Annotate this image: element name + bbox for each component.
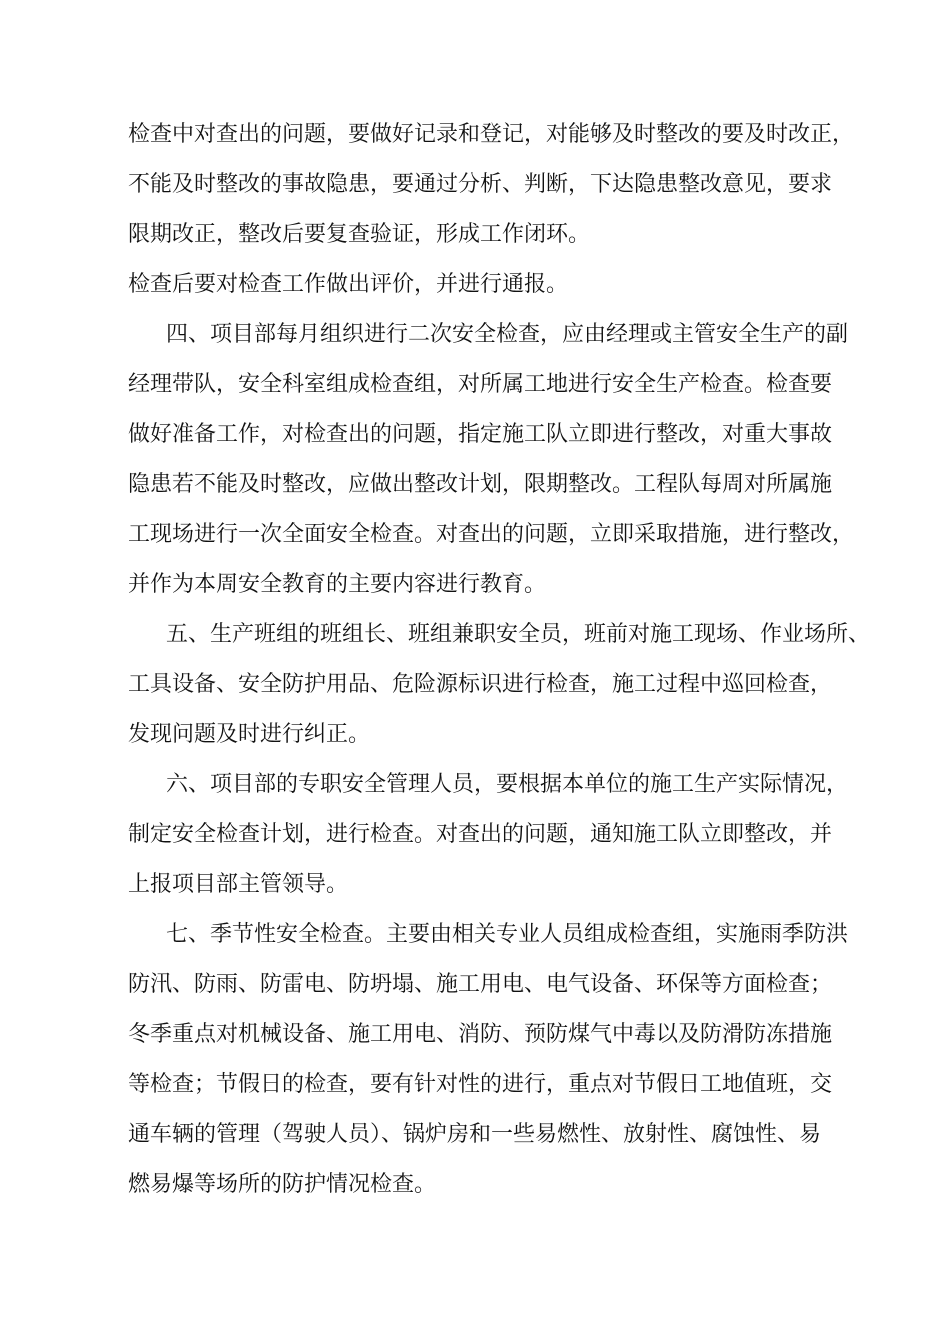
paragraph-item-seven (128, 910, 858, 1210)
text-line: 限期改正，整改后要复查验证，形成工作闭环。 (128, 222, 591, 247)
text-line: 工具设备、安全防护用品、危险源标识进行检查，施工过程中巡回检查， (128, 672, 833, 697)
text-line: 燃易爆等场所的防护情况检查。 (128, 1172, 437, 1197)
text-line: 防汛、防雨、防雷电、防坍塌、施工用电、电气设备、环保等方面检查； (128, 972, 833, 997)
text-line: 发现问题及时进行纠正。 (128, 722, 371, 747)
text-line: 上报项目部主管领导。 (128, 872, 349, 897)
paragraph-item-five (128, 610, 871, 760)
text-line: 通车辆的管理（驾驶人员）、锅炉房和一些易燃性、放射性、腐蚀性、易 (128, 1122, 822, 1147)
text-line: 经理带队，安全科室组成检查组，对所属工地进行安全生产检查。检查要 (128, 372, 833, 397)
text-line: 六、项目部的专职安全管理人员，要根据本单位的施工生产实际情况， (166, 772, 849, 797)
text-line: 检查中对查出的问题，要做好记录和登记，对能够及时整改的要及时改正， (128, 122, 855, 147)
text-line: 不能及时整改的事故隐患，要通过分析、判断，下达隐患整改意见，要求 (128, 172, 833, 197)
paragraph-item-six (128, 760, 858, 910)
text-line: 五、生产班组的班组长、班组兼职安全员，班前对施工现场、作业场所、 (166, 622, 871, 647)
text-line: 并作为本周安全教育的主要内容进行教育。 (128, 572, 547, 597)
text-line: 七、季节性安全检查。主要由相关专业人员组成检查组，实施雨季防洪 (166, 922, 849, 947)
text-line: 工现场进行一次全面安全检查。对查出的问题，立即采取措施，进行整改， (128, 522, 855, 547)
text-line: 检查后要对检查工作做出评价，并进行通报。 (128, 272, 569, 297)
text-line: 等检查；节假日的检查，要有针对性的进行，重点对节假日工地值班，交 (128, 1072, 833, 1097)
text-line: 冬季重点对机械设备、施工用电、消防、预防煤气中毒以及防滑防冻措施 (128, 1022, 833, 1047)
text-line: 隐患若不能及时整改，应做出整改计划，限期整改。工程队每周对所属施 (128, 472, 833, 497)
text-line: 制定安全检查计划，进行检查。对查出的问题，通知施工队立即整改，并 (128, 822, 833, 847)
text-line: 四、项目部每月组织进行二次安全检查，应由经理或主管安全生产的副 (166, 322, 849, 347)
text-line: 做好准备工作，对检查出的问题，指定施工队立即进行整改，对重大事故 (128, 422, 833, 447)
paragraph-item-four (128, 310, 858, 610)
document-body (128, 110, 871, 1210)
paragraph-inspection-records (128, 110, 858, 260)
paragraph-inspection-evaluation (128, 260, 858, 310)
